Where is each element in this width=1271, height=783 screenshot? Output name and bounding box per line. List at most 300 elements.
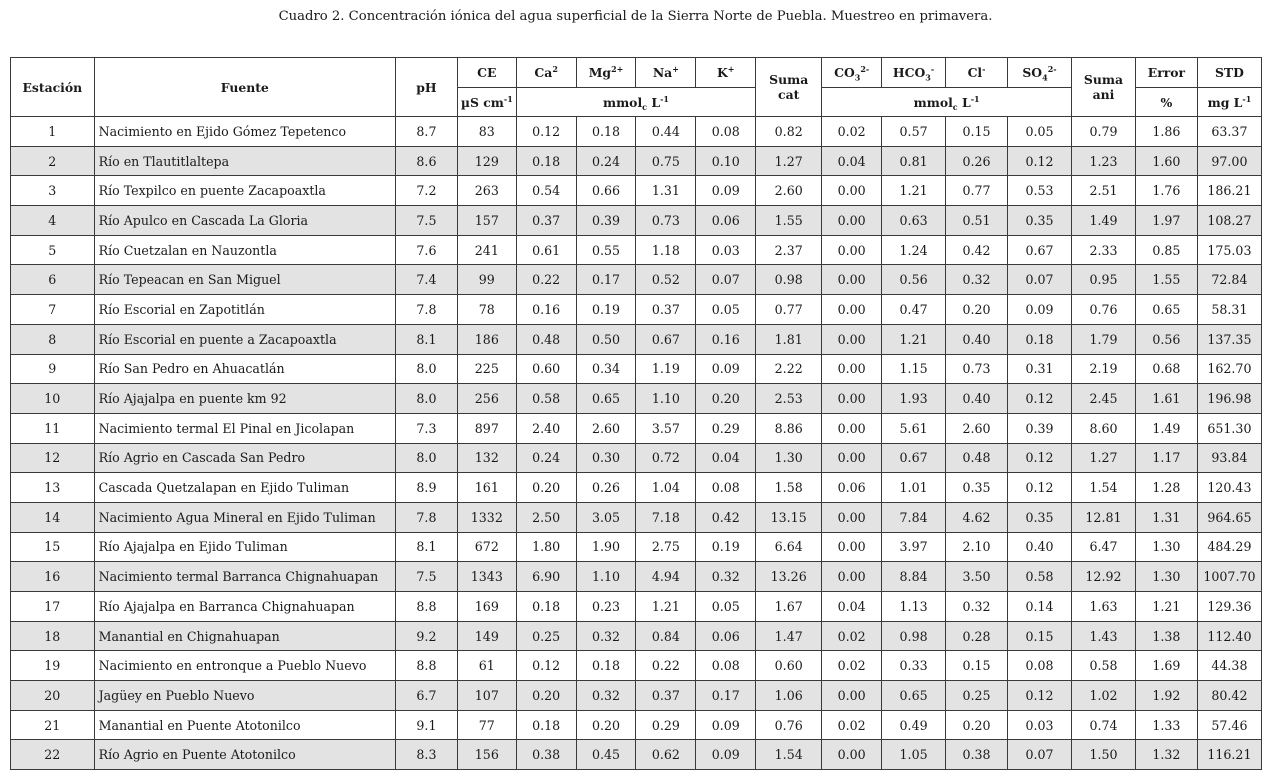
cell-co3: 0.02 [822, 651, 882, 681]
cell-std: 162.70 [1197, 354, 1261, 384]
cell-k: 0.16 [696, 324, 756, 354]
header-co3: $CO_3^{2-}$ [822, 58, 882, 88]
header-fuente: Fuente [94, 58, 395, 117]
cell-ce: 672 [457, 532, 516, 562]
cell-ca: 0.61 [516, 235, 576, 265]
header-so4: $SO_4^{2-}$ [1007, 58, 1071, 88]
cell-ca: 1.80 [516, 532, 576, 562]
cell-ph: 9.2 [395, 621, 457, 651]
cell-error: 1.60 [1135, 146, 1197, 176]
table-row [11, 206, 1262, 236]
cell-suma-cat: 0.77 [756, 295, 822, 325]
cell-k: 0.04 [696, 443, 756, 473]
cell-suma-cat: 0.98 [756, 265, 822, 295]
cell-estacion: 8 [11, 324, 95, 354]
cell-na: 0.29 [636, 710, 696, 740]
cell-suma-cat: 8.86 [756, 413, 822, 443]
cell-so4: 0.12 [1007, 681, 1071, 711]
cell-ce: 897 [457, 413, 516, 443]
table-row [11, 235, 1262, 265]
cell-so4: 0.12 [1007, 473, 1071, 503]
table-row [11, 117, 1262, 147]
cell-na: 1.04 [636, 473, 696, 503]
cell-hco3: 0.57 [882, 117, 946, 147]
cell-suma-cat: 0.76 [756, 710, 822, 740]
cell-estacion: 21 [11, 710, 95, 740]
cell-so4: 0.07 [1007, 265, 1071, 295]
cell-cl: 0.26 [946, 146, 1008, 176]
cell-ca: 0.18 [516, 710, 576, 740]
cell-na: 0.44 [636, 117, 696, 147]
header-suma-cat: Suma cat [756, 58, 822, 117]
cell-suma-ani: 0.58 [1071, 651, 1135, 681]
cell-error: 1.28 [1135, 473, 1197, 503]
cell-error: 1.33 [1135, 710, 1197, 740]
cell-mg: 0.20 [576, 710, 636, 740]
cell-suma-cat: 13.26 [756, 562, 822, 592]
cell-ph: 7.4 [395, 265, 457, 295]
cell-na: 0.67 [636, 324, 696, 354]
cell-suma-cat: 2.37 [756, 235, 822, 265]
cell-na: 0.73 [636, 206, 696, 236]
cell-hco3: 1.01 [882, 473, 946, 503]
cell-ph: 8.1 [395, 532, 457, 562]
cell-suma-cat: 1.54 [756, 740, 822, 770]
cell-estacion: 15 [11, 532, 95, 562]
cell-estacion: 9 [11, 354, 95, 384]
cell-fuente: Nacimiento en entronque a Pueblo Nuevo [94, 651, 395, 681]
cell-ce: 78 [457, 295, 516, 325]
cell-mg: 0.30 [576, 443, 636, 473]
cell-hco3: 0.33 [882, 651, 946, 681]
cell-suma-ani: 1.54 [1071, 473, 1135, 503]
cell-hco3: 7.84 [882, 502, 946, 532]
cell-suma-ani: 1.02 [1071, 681, 1135, 711]
cell-co3: 0.02 [822, 117, 882, 147]
cell-hco3: 3.97 [882, 532, 946, 562]
cell-ca: 0.58 [516, 384, 576, 414]
cell-suma-ani: 1.49 [1071, 206, 1135, 236]
cell-co3: 0.00 [822, 681, 882, 711]
cell-k: 0.17 [696, 681, 756, 711]
cell-suma-cat: 1.67 [756, 592, 822, 622]
cell-cl: 0.32 [946, 592, 1008, 622]
cell-so4: 0.08 [1007, 651, 1071, 681]
cell-co3: 0.00 [822, 562, 882, 592]
cell-std: 196.98 [1197, 384, 1261, 414]
cell-co3: 0.00 [822, 740, 882, 770]
cell-std: 964.65 [1197, 502, 1261, 532]
cell-hco3: 1.13 [882, 592, 946, 622]
cell-hco3: 0.98 [882, 621, 946, 651]
cell-k: 0.09 [696, 176, 756, 206]
cell-na: 1.10 [636, 384, 696, 414]
cell-cl: 0.73 [946, 354, 1008, 384]
cell-k: 0.42 [696, 502, 756, 532]
cell-co3: 0.02 [822, 710, 882, 740]
cell-so4: 0.12 [1007, 443, 1071, 473]
cell-std: 58.31 [1197, 295, 1261, 325]
cell-na: 0.72 [636, 443, 696, 473]
table-row [11, 740, 1262, 770]
cell-suma-ani: 1.50 [1071, 740, 1135, 770]
cell-hco3: 0.47 [882, 295, 946, 325]
cell-mg: 0.32 [576, 681, 636, 711]
cell-hco3: 1.21 [882, 176, 946, 206]
table-row [11, 146, 1262, 176]
cell-fuente: Nacimiento en Ejido Gómez Tepetenco [94, 117, 395, 147]
cell-ph: 8.9 [395, 473, 457, 503]
header-cation-unit: mmol$_c$ $L^{-1}$ [516, 88, 755, 117]
cell-so4: 0.35 [1007, 206, 1071, 236]
cell-ce: 83 [457, 117, 516, 147]
cell-suma-ani: 2.33 [1071, 235, 1135, 265]
cell-hco3: 1.93 [882, 384, 946, 414]
cell-co3: 0.00 [822, 354, 882, 384]
cell-suma-ani: 2.51 [1071, 176, 1135, 206]
header-std: STD [1197, 58, 1261, 88]
header-hco3: $HCO_3^-$ [882, 58, 946, 88]
cell-suma-ani: 1.43 [1071, 621, 1135, 651]
cell-std: 93.84 [1197, 443, 1261, 473]
cell-error: 0.68 [1135, 354, 1197, 384]
cell-fuente: Manantial en Chignahuapan [94, 621, 395, 651]
cell-ca: 0.37 [516, 206, 576, 236]
cell-hco3: 0.63 [882, 206, 946, 236]
cell-error: 1.30 [1135, 532, 1197, 562]
cell-ce: 61 [457, 651, 516, 681]
cell-ph: 6.7 [395, 681, 457, 711]
cell-suma-cat: 2.22 [756, 354, 822, 384]
header-estacion: Estación [11, 58, 95, 117]
cell-fuente: Cascada Quetzalapan en Ejido Tuliman [94, 473, 395, 503]
cell-std: 1007.70 [1197, 562, 1261, 592]
cell-fuente: Río Apulco en Cascada La Gloria [94, 206, 395, 236]
cell-cl: 0.20 [946, 295, 1008, 325]
cell-so4: 0.31 [1007, 354, 1071, 384]
cell-co3: 0.00 [822, 206, 882, 236]
cell-estacion: 2 [11, 146, 95, 176]
cell-so4: 0.35 [1007, 502, 1071, 532]
cell-std: 186.21 [1197, 176, 1261, 206]
cell-ce: 225 [457, 354, 516, 384]
cell-ph: 8.0 [395, 354, 457, 384]
cell-co3: 0.00 [822, 502, 882, 532]
cell-fuente: Río Agrio en Puente Atotonilco [94, 740, 395, 770]
cell-fuente: Río Escorial en puente a Zacapoaxtla [94, 324, 395, 354]
cell-cl: 2.60 [946, 413, 1008, 443]
cell-co3: 0.06 [822, 473, 882, 503]
cell-ce: 263 [457, 176, 516, 206]
cell-std: 72.84 [1197, 265, 1261, 295]
cell-suma-ani: 2.45 [1071, 384, 1135, 414]
cell-mg: 0.45 [576, 740, 636, 770]
cell-co3: 0.00 [822, 384, 882, 414]
cell-cl: 0.20 [946, 710, 1008, 740]
cell-na: 0.52 [636, 265, 696, 295]
cell-std: 80.42 [1197, 681, 1261, 711]
cell-error: 1.92 [1135, 681, 1197, 711]
cell-ce: 161 [457, 473, 516, 503]
cell-ph: 8.0 [395, 384, 457, 414]
cell-suma-cat: 1.27 [756, 146, 822, 176]
cell-estacion: 19 [11, 651, 95, 681]
cell-ca: 2.50 [516, 502, 576, 532]
cell-mg: 0.39 [576, 206, 636, 236]
cell-mg: 1.90 [576, 532, 636, 562]
cell-estacion: 6 [11, 265, 95, 295]
cell-error: 0.56 [1135, 324, 1197, 354]
cell-suma-ani: 0.76 [1071, 295, 1135, 325]
table-row [11, 265, 1262, 295]
cell-ph: 7.5 [395, 562, 457, 592]
cell-ca: 0.48 [516, 324, 576, 354]
table-row [11, 443, 1262, 473]
cell-na: 2.75 [636, 532, 696, 562]
cell-ph: 7.8 [395, 502, 457, 532]
cell-std: 44.38 [1197, 651, 1261, 681]
table-row [11, 532, 1262, 562]
cell-error: 1.55 [1135, 265, 1197, 295]
cell-mg: 1.10 [576, 562, 636, 592]
cell-error: 0.85 [1135, 235, 1197, 265]
table-caption: Cuadro 2. Concentración iónica del agua superficial de la Sierra Norte de Puebla. Muestreo en primavera. [278, 9, 993, 24]
cell-hco3: 5.61 [882, 413, 946, 443]
cell-so4: 0.53 [1007, 176, 1071, 206]
cell-std: 97.00 [1197, 146, 1261, 176]
cell-hco3: 1.05 [882, 740, 946, 770]
cell-ca: 0.18 [516, 592, 576, 622]
table-row [11, 324, 1262, 354]
cell-na: 0.62 [636, 740, 696, 770]
cell-fuente: Río Ajajalpa en Barranca Chignahuapan [94, 592, 395, 622]
cell-fuente: Manantial en Puente Atotonilco [94, 710, 395, 740]
cell-suma-cat: 6.64 [756, 532, 822, 562]
cell-na: 1.19 [636, 354, 696, 384]
cell-ca: 0.12 [516, 117, 576, 147]
cell-estacion: 7 [11, 295, 95, 325]
cell-co3: 0.02 [822, 621, 882, 651]
cell-std: 112.40 [1197, 621, 1261, 651]
cell-estacion: 13 [11, 473, 95, 503]
cell-suma-cat: 1.30 [756, 443, 822, 473]
cell-suma-ani: 0.74 [1071, 710, 1135, 740]
cell-ce: 186 [457, 324, 516, 354]
cell-cl: 0.32 [946, 265, 1008, 295]
cell-estacion: 1 [11, 117, 95, 147]
cell-ca: 0.24 [516, 443, 576, 473]
cell-so4: 0.18 [1007, 324, 1071, 354]
cell-estacion: 5 [11, 235, 95, 265]
cell-ce: 107 [457, 681, 516, 711]
cell-so4: 0.39 [1007, 413, 1071, 443]
cell-ca: 2.40 [516, 413, 576, 443]
cell-k: 0.19 [696, 532, 756, 562]
cell-suma-cat: 1.55 [756, 206, 822, 236]
cell-ce: 169 [457, 592, 516, 622]
cell-k: 0.09 [696, 710, 756, 740]
cell-ca: 0.60 [516, 354, 576, 384]
header-error-unit: % [1135, 88, 1197, 117]
cell-mg: 0.50 [576, 324, 636, 354]
cell-cl: 0.38 [946, 740, 1008, 770]
cell-cl: 0.40 [946, 384, 1008, 414]
cell-na: 0.84 [636, 621, 696, 651]
cell-estacion: 11 [11, 413, 95, 443]
cell-cl: 0.15 [946, 651, 1008, 681]
cell-ca: 0.22 [516, 265, 576, 295]
header-error: Error [1135, 58, 1197, 88]
cell-mg: 0.66 [576, 176, 636, 206]
cell-so4: 0.07 [1007, 740, 1071, 770]
cell-cl: 0.25 [946, 681, 1008, 711]
cell-ce: 77 [457, 710, 516, 740]
table-row [11, 295, 1262, 325]
cell-so4: 0.40 [1007, 532, 1071, 562]
cell-cl: 0.35 [946, 473, 1008, 503]
cell-ca: 0.20 [516, 473, 576, 503]
cell-fuente: Río Cuetzalan en Nauzontla [94, 235, 395, 265]
table-row [11, 651, 1262, 681]
cell-estacion: 16 [11, 562, 95, 592]
cell-suma-cat: 1.81 [756, 324, 822, 354]
cell-suma-ani: 1.27 [1071, 443, 1135, 473]
cell-hco3: 8.84 [882, 562, 946, 592]
cell-ce: 1343 [457, 562, 516, 592]
cell-suma-cat: 0.60 [756, 651, 822, 681]
cell-ph: 8.1 [395, 324, 457, 354]
cell-estacion: 18 [11, 621, 95, 651]
cell-suma-ani: 1.23 [1071, 146, 1135, 176]
cell-estacion: 20 [11, 681, 95, 711]
cell-suma-cat: 1.06 [756, 681, 822, 711]
cell-k: 0.08 [696, 117, 756, 147]
cell-suma-ani: 1.63 [1071, 592, 1135, 622]
table-row [11, 681, 1262, 711]
cell-std: 108.27 [1197, 206, 1261, 236]
header-cl: Cl- [946, 58, 1008, 88]
header-ph: pH [395, 58, 457, 117]
cell-fuente: Río Ajajalpa en puente km 92 [94, 384, 395, 414]
cell-mg: 2.60 [576, 413, 636, 443]
cell-co3: 0.00 [822, 176, 882, 206]
cell-co3: 0.00 [822, 413, 882, 443]
cell-so4: 0.05 [1007, 117, 1071, 147]
cell-ca: 0.12 [516, 651, 576, 681]
cell-ca: 0.25 [516, 621, 576, 651]
cell-suma-cat: 1.58 [756, 473, 822, 503]
cell-cl: 0.15 [946, 117, 1008, 147]
cell-k: 0.07 [696, 265, 756, 295]
cell-ph: 9.1 [395, 710, 457, 740]
header-na: Na+ [636, 58, 696, 88]
cell-so4: 0.67 [1007, 235, 1071, 265]
cell-na: 1.21 [636, 592, 696, 622]
cell-std: 57.46 [1197, 710, 1261, 740]
table-header [11, 58, 1262, 117]
cell-suma-ani: 8.60 [1071, 413, 1135, 443]
table-row [11, 384, 1262, 414]
cell-mg: 0.18 [576, 117, 636, 147]
cell-hco3: 1.24 [882, 235, 946, 265]
cell-suma-ani: 6.47 [1071, 532, 1135, 562]
cell-ca: 6.90 [516, 562, 576, 592]
cell-ph: 8.0 [395, 443, 457, 473]
cell-k: 0.20 [696, 384, 756, 414]
cell-std: 116.21 [1197, 740, 1261, 770]
cell-mg: 3.05 [576, 502, 636, 532]
cell-k: 0.09 [696, 354, 756, 384]
cell-co3: 0.00 [822, 532, 882, 562]
cell-so4: 0.03 [1007, 710, 1071, 740]
cell-error: 1.69 [1135, 651, 1197, 681]
cell-k: 0.10 [696, 146, 756, 176]
cell-mg: 0.55 [576, 235, 636, 265]
cell-std: 63.37 [1197, 117, 1261, 147]
cell-na: 1.18 [636, 235, 696, 265]
cell-error: 1.86 [1135, 117, 1197, 147]
cell-suma-cat: 1.47 [756, 621, 822, 651]
header-k: K+ [696, 58, 756, 88]
cell-mg: 0.65 [576, 384, 636, 414]
cell-na: 7.18 [636, 502, 696, 532]
cell-hco3: 1.15 [882, 354, 946, 384]
cell-cl: 0.48 [946, 443, 1008, 473]
cell-estacion: 4 [11, 206, 95, 236]
cell-ce: 149 [457, 621, 516, 651]
header-mg: $Mg^{2+}$ [576, 58, 636, 88]
cell-co3: 0.04 [822, 146, 882, 176]
table-row [11, 592, 1262, 622]
cell-suma-ani: 12.92 [1071, 562, 1135, 592]
cell-suma-ani: 0.95 [1071, 265, 1135, 295]
cell-cl: 3.50 [946, 562, 1008, 592]
cell-std: 175.03 [1197, 235, 1261, 265]
cell-hco3: 0.65 [882, 681, 946, 711]
cell-na: 1.31 [636, 176, 696, 206]
cell-k: 0.32 [696, 562, 756, 592]
cell-mg: 0.18 [576, 651, 636, 681]
ion-concentration-table [10, 57, 1262, 770]
cell-error: 1.32 [1135, 740, 1197, 770]
cell-hco3: 1.21 [882, 324, 946, 354]
cell-ca: 0.16 [516, 295, 576, 325]
header-ce-unit: µS $cm^{-1}$ [457, 88, 516, 117]
cell-ce: 1332 [457, 502, 516, 532]
cell-ce: 241 [457, 235, 516, 265]
cell-cl: 0.51 [946, 206, 1008, 236]
cell-ph: 8.8 [395, 651, 457, 681]
cell-ca: 0.54 [516, 176, 576, 206]
table-row [11, 502, 1262, 532]
cell-estacion: 12 [11, 443, 95, 473]
cell-mg: 0.32 [576, 621, 636, 651]
table-row [11, 413, 1262, 443]
cell-k: 0.06 [696, 206, 756, 236]
cell-ce: 132 [457, 443, 516, 473]
cell-error: 1.97 [1135, 206, 1197, 236]
table-row [11, 621, 1262, 651]
cell-k: 0.09 [696, 740, 756, 770]
cell-ph: 7.6 [395, 235, 457, 265]
cell-co3: 0.00 [822, 295, 882, 325]
cell-ph: 8.7 [395, 117, 457, 147]
cell-hco3: 0.67 [882, 443, 946, 473]
cell-ph: 8.8 [395, 592, 457, 622]
cell-so4: 0.14 [1007, 592, 1071, 622]
cell-suma-ani: 2.19 [1071, 354, 1135, 384]
cell-fuente: Río Escorial en Zapotitlán [94, 295, 395, 325]
